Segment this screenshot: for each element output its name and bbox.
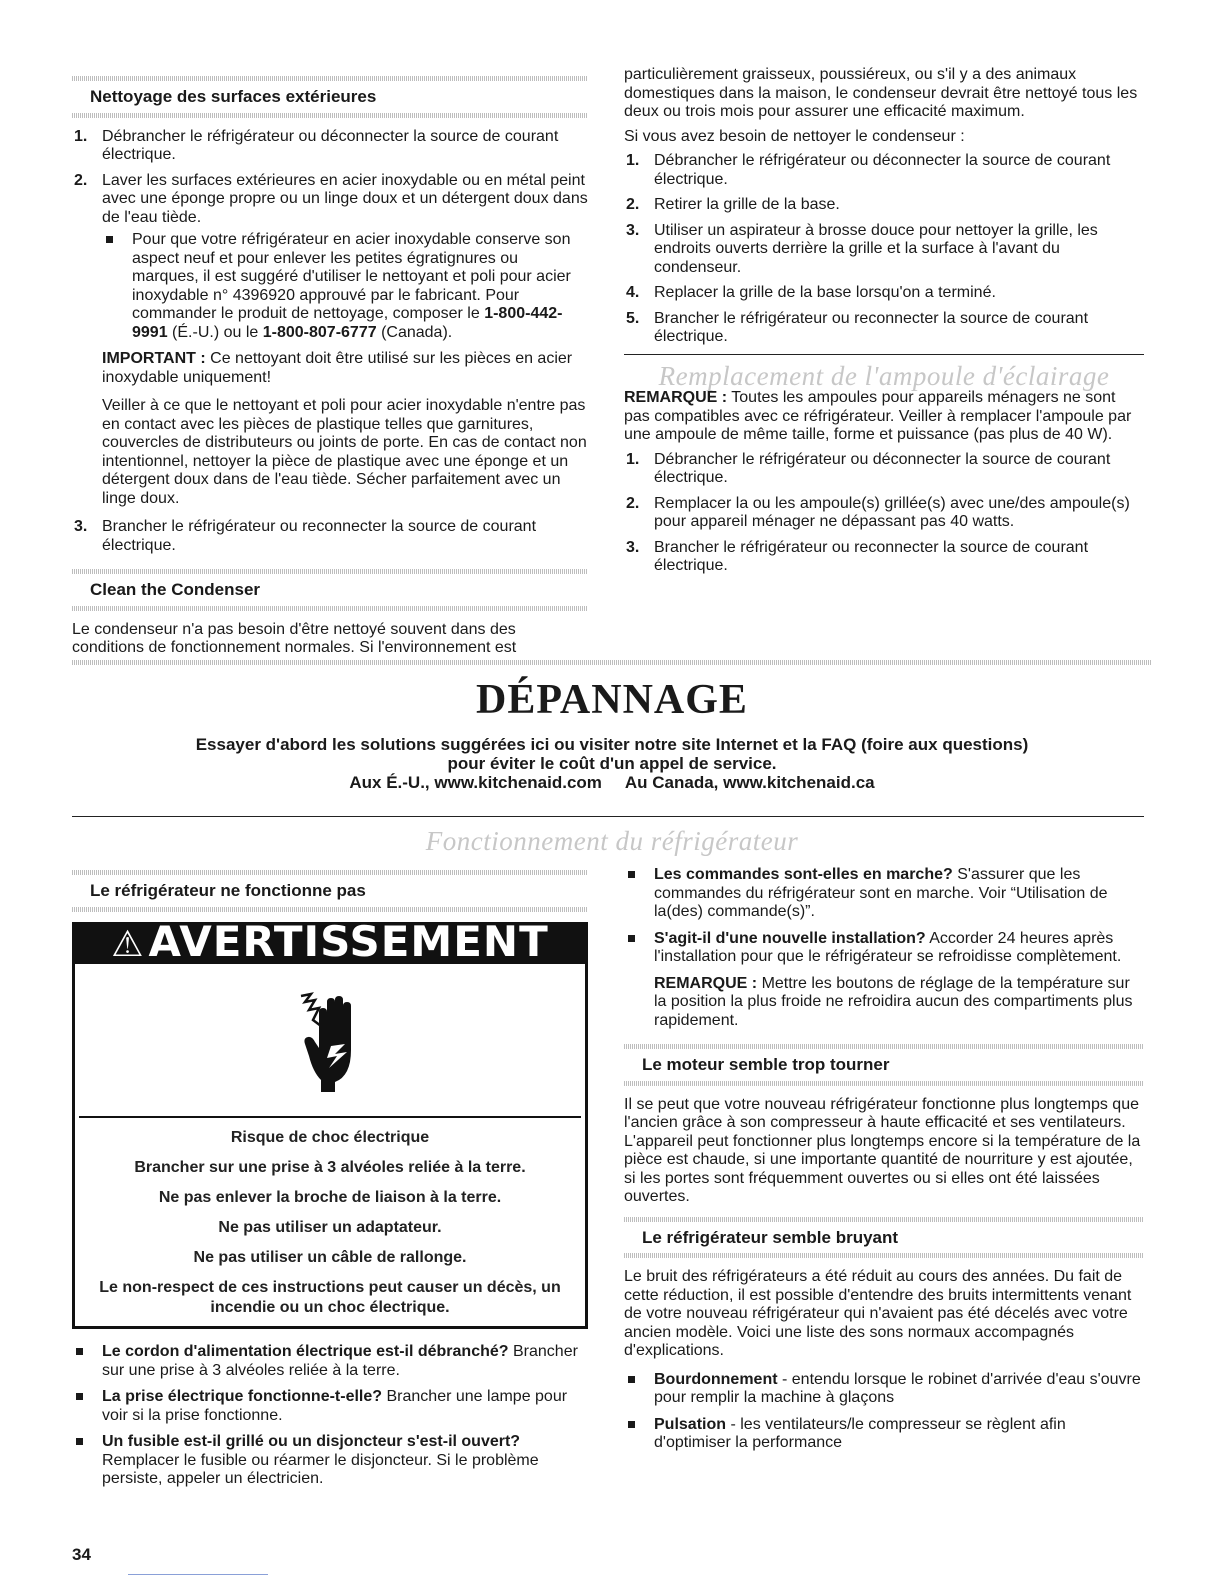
step-text: Débrancher le réfrigérateur ou déconnecter la source de courant électrique.	[102, 127, 559, 163]
noise-list	[624, 1371, 1144, 1453]
note-text: Toutes les ampoules pour appareils ménagers ne sont pas compatibles avec ce réfrigérateur. Veiller à remplacer l'ampoule par une ampoule de même taille, forme et puissance (pas plus de 40 W).	[624, 389, 1132, 443]
warning-header	[75, 916, 585, 966]
step-number: 1.	[626, 152, 640, 169]
step-text: Brancher le réfrigérateur ou reconnecter la source de courant électrique.	[654, 309, 1089, 345]
intro-block	[0, 735, 1224, 792]
caution-text: Veiller à ce que le nettoyant et poli pour acier inoxydable n'entre pas en contact avec les pièces de plastique telles que garnitures, couvercles de distributeurs ou joints de porte. En cas de contact non intentionnel, nettoyer la pièce de plastique avec une éponge et un détergent doux dans de l'eau tiède. Sécher parfaitement avec un linge doux.	[102, 397, 587, 507]
warning-box	[72, 916, 588, 1330]
bullet-item	[72, 1388, 588, 1425]
warning-line: Brancher sur une prise à 3 alvéoles reliée à la terre.	[134, 1159, 526, 1176]
condenser-need-text: Si vous avez besoin de nettoyer le condenseur :	[624, 127, 965, 145]
bullet-square-icon	[628, 935, 635, 942]
warning-triangle-icon: ⚠	[111, 923, 145, 965]
bullet-question: Le cordon d'alimentation électrique est-il débranché?	[102, 1343, 509, 1360]
steps-list	[72, 128, 588, 556]
bullet-item	[72, 1433, 588, 1489]
noise-heading: Le réfrigérateur semble bruyant	[642, 1227, 899, 1247]
step-number: 3.	[74, 518, 88, 535]
noise-name: Bourdonnement	[654, 1370, 778, 1388]
exterior-cleaning-section	[72, 76, 588, 118]
important-label: IMPORTANT :	[102, 350, 206, 367]
divider	[72, 907, 588, 912]
step-number: 2.	[626, 494, 640, 512]
condenser-steps	[624, 152, 1144, 347]
important-note	[102, 350, 588, 387]
motor-heading: Le moteur semble trop tourner	[642, 1055, 890, 1074]
phone-canada-suffix: (Canada).	[381, 323, 453, 341]
warning-line: Ne pas utiliser un câble de rallonge.	[193, 1249, 467, 1266]
step-number: 1.	[626, 450, 640, 468]
bulb-note	[624, 389, 1144, 445]
bullet-answer: Remplacer le fusible ou réarmer le disjoncteur. Si le problème persiste, appeler un électricien.	[102, 1451, 539, 1487]
divider	[624, 1253, 1144, 1258]
bullet-item	[624, 866, 1144, 922]
intro-line: Essayer d'abord les solutions suggérées ici ou visiter notre site Internet et la FAQ (foire aux questions)	[195, 735, 1029, 754]
bullet-answer: S'assurer que les commandes du réfrigérateur sont en marche. Voir “Utilisation de la(des) commande(s)”.	[654, 866, 1108, 920]
motor-section	[624, 1044, 1144, 1086]
note-text: Mettre les boutons de réglage de la température sur la position la plus froide ne refroidira aucun des compartiments plus rapidement.	[654, 974, 1133, 1029]
warning-risk: Risque de choc électrique	[230, 1129, 430, 1146]
bullet-item	[624, 1371, 1144, 1408]
step-text: Brancher le réfrigérateur ou reconnecter la source de courant électrique.	[102, 518, 537, 554]
step-text: Replacer la grille de la base lorsqu'on a terminé.	[654, 284, 996, 301]
checklist	[72, 1343, 588, 1489]
warning-line: Le non-respect de ces instructions peut causer un décès, un incendie ou un choc électrique.	[99, 1279, 561, 1316]
condenser-heading: Clean the Condenser	[90, 580, 261, 599]
important-text: Ce nettoyant doit être utilisé sur les pièces en acier inoxydable uniquement!	[102, 350, 573, 386]
motor-text: Il se peut que votre nouveau réfrigérateur fonctionne plus longtemps que l'ancien grâce à son compresseur à haute efficacité et ses ventilateurs. L'appareil peut fonctionner plus longtemps encore si la température de la pièce est chaude, si une importante quantité de nourriture y est ajoutée, si les portes sont fréquemment ouvertes ou si elles ont été laissées ouvertes.	[624, 1095, 1141, 1205]
noise-name: Pulsation	[654, 1415, 727, 1433]
bullet-question: Les commandes sont-elles en marche?	[654, 866, 953, 883]
phone-canada: 1-800-807-6777	[262, 323, 377, 341]
bullet-question: La prise électrique fonctionne-t-elle?	[102, 1388, 383, 1405]
step-item	[624, 284, 1144, 303]
bullet-answer: Brancher sur une prise à 3 alvéoles reliée à la terre.	[102, 1343, 578, 1379]
step-text: Brancher le réfrigérateur ou reconnecter la source de courant électrique.	[654, 538, 1089, 574]
step-number: 2.	[626, 196, 640, 213]
step-text: Débrancher le réfrigérateur ou déconnecter la source de courant électrique.	[654, 450, 1111, 486]
bullet-answer: Accorder 24 heures après l'installation pour que le réfrigérateur se refroidisse complètement.	[654, 929, 1122, 965]
bullet-square-icon	[76, 1438, 83, 1445]
warning-title: AVERTISSEMENT	[148, 916, 549, 966]
step-text: Débrancher le réfrigérateur ou déconnecter la source de courant électrique.	[654, 152, 1111, 188]
step-text: Retirer la grille de la base.	[654, 196, 840, 213]
step-item	[624, 451, 1144, 488]
left-column-bottom	[72, 870, 588, 1497]
intro-links-line: Aux É.-U., www.kitchenaid.com Au Canada, www.kitchenaid.ca	[349, 773, 875, 792]
warning-body	[75, 1118, 585, 1326]
step-number: 3.	[626, 538, 640, 556]
divider	[72, 113, 588, 118]
phone-us-suffix: (É.-U.) ou le	[172, 323, 259, 341]
electric-shock-hand-icon	[79, 966, 581, 1118]
bullet-question: Un fusible est-il grillé ou un disjoncteur s'est-il ouvert?	[102, 1433, 521, 1450]
step-text: Remplacer la ou les ampoule(s) grillée(s) avec une/des ampoule(s) pour appareil ménager ne dépassant pas 40 watts.	[654, 494, 1130, 530]
bullet-item	[72, 1343, 588, 1380]
bullet-answer: Brancher une lampe pour voir si la prise fonctionne.	[102, 1388, 568, 1424]
condenser-section	[72, 569, 588, 611]
page-number: 34	[72, 1545, 91, 1564]
step-number: 1.	[74, 127, 88, 145]
bullet-square-icon	[106, 236, 113, 243]
bullet-text: Pour que votre réfrigérateur en acier inoxydable conserve son aspect neuf et pour enlever les petites égratignures ou marques, il est suggéré d'utiliser le nettoyant et poli pour acier inoxydable n° 4396920 approuvé par le fabricant. Pour commander le produit de nettoyage, composer le	[132, 231, 571, 322]
bullet-item	[624, 1416, 1144, 1453]
section-heading: Nettoyage des surfaces extérieures	[90, 87, 377, 106]
page-title: DÉPANNAGE	[476, 677, 748, 723]
section-title: Fonctionnement du réfrigérateur	[425, 826, 799, 856]
not-working-section	[72, 870, 588, 912]
step-item	[72, 172, 588, 509]
step-item	[72, 128, 588, 165]
bullet-square-icon	[76, 1348, 83, 1355]
step-item	[624, 222, 1144, 278]
step-number: 3.	[626, 221, 640, 239]
bulb-section-title: Remplacement de l'ampoule d'éclairage	[658, 360, 1110, 391]
condenser-text: Le condenseur n'a pas besoin d'être nettoyé souvent dans des conditions de fonctionnement normales. Si l'environnement est	[72, 620, 517, 656]
bullet-question: S'agit-il d'une nouvelle installation?	[654, 929, 926, 947]
step-item	[624, 310, 1144, 347]
bullet-square-icon	[628, 1376, 635, 1383]
bulb-steps	[624, 451, 1144, 576]
not-working-heading: Le réfrigérateur ne fonctionne pas	[90, 881, 366, 900]
noise-text: Le bruit des réfrigérateurs a été réduit au cours des années. Du fait de cette réduction, il est possible d'entendre des bruits intermittents venant de votre nouveau réfrigérateur qui n'avaient pas été décelés avec votre ancien modèle. Voici une liste des sons normaux accompagnés d'explications.	[624, 1268, 1132, 1359]
step-number: 2.	[74, 171, 88, 189]
bullet-list	[102, 231, 588, 342]
bullet-square-icon	[76, 1393, 83, 1400]
install-note	[624, 975, 1144, 1031]
step-item	[624, 152, 1144, 189]
right-column-top	[624, 66, 1144, 583]
divider	[624, 1081, 1144, 1086]
step-item	[624, 539, 1144, 576]
noise-section	[624, 1217, 1144, 1259]
step-number: 5.	[626, 309, 640, 327]
checklist	[624, 866, 1144, 967]
noise-description: - entendu lorsque le robinet d'arrivée d'eau s'ouvre pour remplir la machine à glaçons	[654, 1370, 1141, 1406]
note-label: REMARQUE :	[654, 974, 758, 992]
right-column-bottom	[624, 866, 1144, 1461]
bullet-square-icon	[628, 1421, 635, 1428]
note-label: REMARQUE :	[624, 389, 728, 406]
intro-line: pour éviter le coût d'un appel de service.	[447, 754, 777, 773]
divider	[72, 606, 588, 611]
step-text: Utiliser un aspirateur à brosse douce pour nettoyer la grille, les endroits ouverts derrière la grille et la surface à l'avant du condenseur.	[654, 221, 1098, 276]
step-number: 4.	[626, 284, 640, 301]
warning-line: Ne pas enlever la broche de liaison à la terre.	[158, 1189, 502, 1206]
step-item	[624, 495, 1144, 532]
page-divider	[72, 660, 1152, 665]
step-item	[72, 518, 588, 555]
step-text: Laver les surfaces extérieures en acier inoxydable ou en métal peint avec une éponge propre ou un linge doux et un détergent doux dans de l'eau tiède.	[102, 171, 588, 226]
bullet-square-icon	[628, 871, 635, 878]
bullet-item	[102, 231, 588, 342]
bullet-item	[624, 930, 1144, 967]
condenser-continued-text: particulièrement graisseux, poussiéreux, ou s'il y a des animaux domestiques dans la maison, le condenseur devrait être nettoyé tous les deux ou trois mois pour assurer une efficacité maximum.	[624, 66, 1138, 120]
section-rule	[624, 354, 1144, 355]
warning-line: Ne pas utiliser un adaptateur.	[218, 1219, 442, 1236]
left-column-top	[72, 76, 588, 668]
footer-line	[128, 1574, 268, 1575]
section-rule	[72, 816, 1144, 817]
step-item	[624, 196, 1144, 215]
noise-description: - les ventilateurs/le compresseur se règlent afin d'optimiser la performance	[654, 1415, 1066, 1451]
phone-us: 1-800-442-9991	[132, 305, 563, 341]
